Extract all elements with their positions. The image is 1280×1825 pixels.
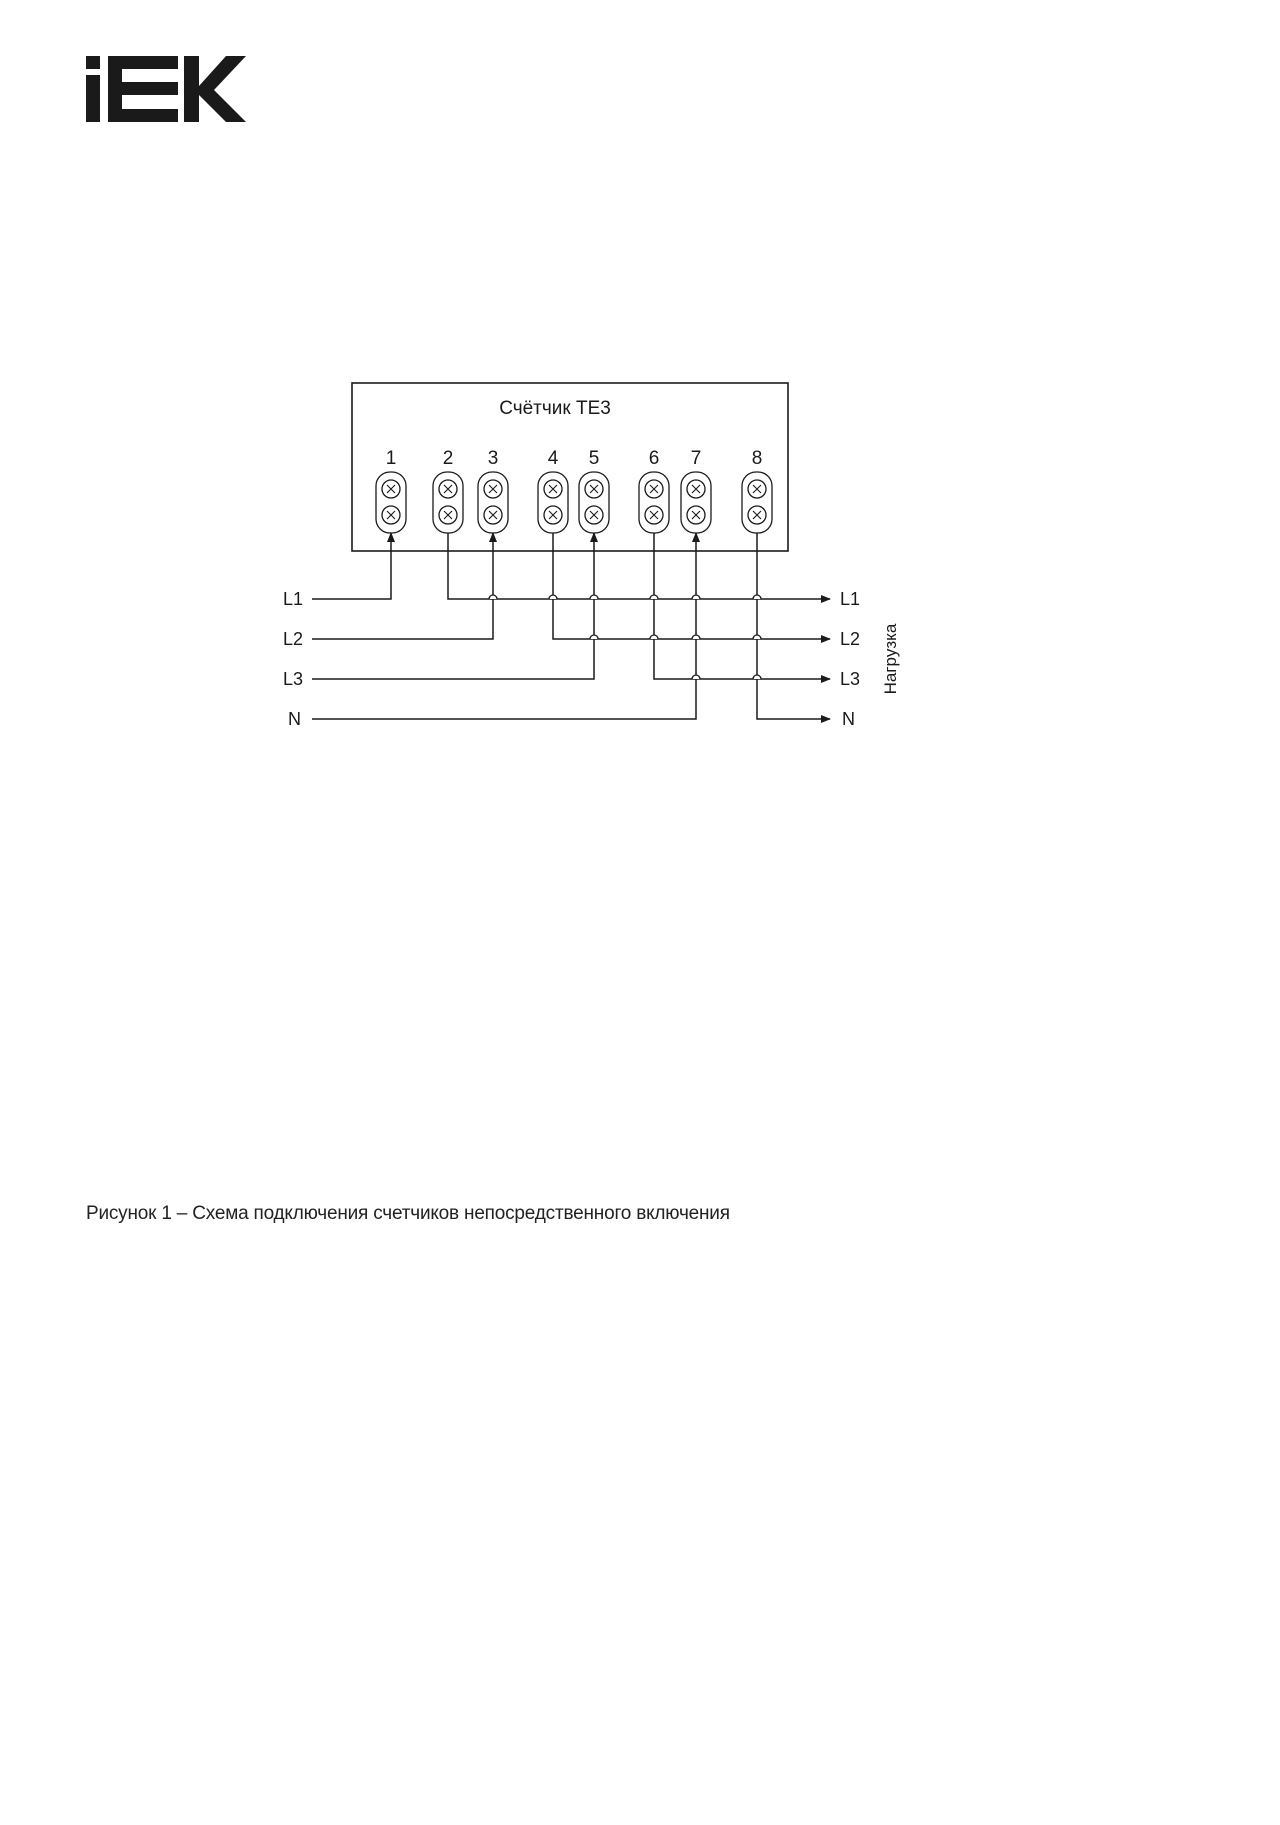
terminal-6 bbox=[639, 472, 669, 533]
wire-crossover bbox=[692, 595, 700, 599]
wire-in-l2 bbox=[312, 533, 493, 639]
load-label: Нагрузка bbox=[881, 623, 900, 695]
terminal-8 bbox=[742, 472, 772, 533]
terminal-7 bbox=[681, 472, 711, 533]
terminal-number-7: 7 bbox=[690, 448, 702, 469]
wire-crossover bbox=[753, 635, 761, 639]
wire-in-l3 bbox=[312, 533, 594, 679]
terminal-number-3: 3 bbox=[487, 448, 499, 469]
output-label-l1: L1 bbox=[840, 589, 861, 609]
output-labels bbox=[840, 589, 860, 729]
terminal-number-8: 8 bbox=[751, 448, 763, 469]
input-label-n: N bbox=[288, 709, 301, 729]
figure-caption: Рисунок 1 – Схема подключения счетчиков непосредственного включения bbox=[86, 1203, 730, 1224]
input-label-l2: L2 bbox=[282, 629, 303, 649]
terminal-number-5: 5 bbox=[588, 448, 600, 469]
terminal-numbers bbox=[386, 448, 763, 469]
wiring-diagram bbox=[0, 0, 1280, 800]
terminal-5 bbox=[579, 472, 609, 533]
wire-crossover bbox=[692, 635, 700, 639]
wire-crossover bbox=[590, 635, 598, 639]
terminal-1 bbox=[376, 472, 406, 533]
input-label-l1: L1 bbox=[282, 589, 303, 609]
wire-out-l3 bbox=[654, 533, 830, 679]
wire-crossover bbox=[650, 595, 658, 599]
wire-crossover bbox=[753, 675, 761, 679]
wire-crossover bbox=[489, 595, 497, 599]
input-labels bbox=[283, 589, 303, 729]
wire-in-n bbox=[312, 533, 696, 719]
output-label-n: N bbox=[842, 709, 855, 729]
wire-crossover bbox=[692, 675, 700, 679]
terminal-2 bbox=[433, 472, 463, 533]
wire-out-l1 bbox=[448, 533, 830, 599]
output-label-l2: L2 bbox=[840, 629, 861, 649]
meter-title: Счётчик ТЕ3 bbox=[499, 398, 611, 419]
terminal-number-4: 4 bbox=[547, 448, 559, 469]
input-label-l3: L3 bbox=[282, 669, 303, 689]
wire-crossover bbox=[650, 635, 658, 639]
wire-crossover bbox=[549, 595, 557, 599]
wire-crossover bbox=[753, 595, 761, 599]
terminal-4 bbox=[538, 472, 568, 533]
wire-crossover bbox=[590, 595, 598, 599]
terminal-number-1: 1 bbox=[385, 448, 397, 469]
wire-out-n bbox=[757, 533, 830, 719]
terminal-3 bbox=[478, 472, 508, 533]
terminal-number-6: 6 bbox=[648, 448, 660, 469]
wires bbox=[312, 533, 830, 719]
terminal-number-2: 2 bbox=[442, 448, 454, 469]
output-label-l3: L3 bbox=[840, 669, 861, 689]
